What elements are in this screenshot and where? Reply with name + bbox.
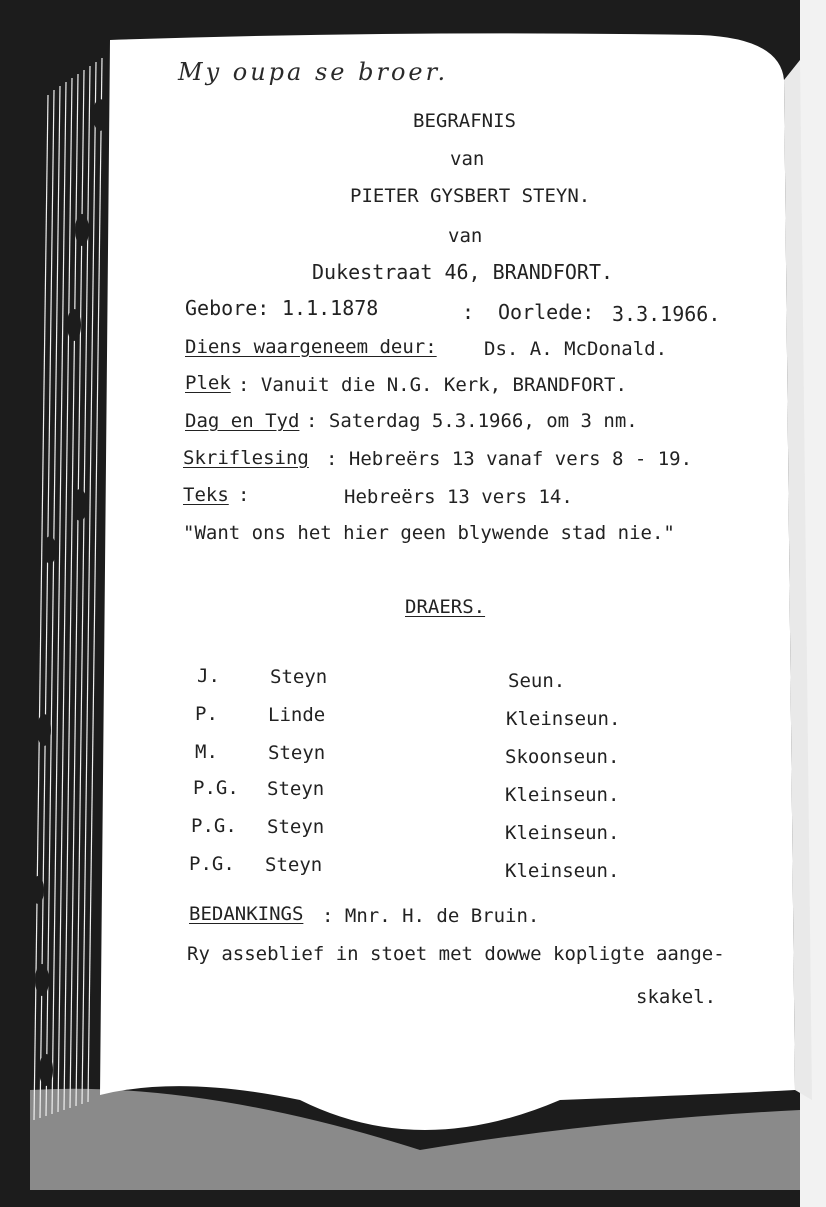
officiant-label: Diens waargeneem deur: <box>185 336 437 358</box>
scripture-reading-label: Skriflesing <box>183 447 309 469</box>
bearer-relation: Kleinseun. <box>505 822 620 844</box>
bearer-surname: Steyn <box>268 742 326 764</box>
bearer-relation: Seun. <box>508 670 566 692</box>
text-label: Teks <box>183 484 229 506</box>
place-label: Plek <box>185 372 231 394</box>
officiant-value: Ds. A. McDonald. <box>484 338 668 360</box>
bearer-relation: Kleinseun. <box>506 708 621 730</box>
bearer-relation: Kleinseun. <box>505 860 620 882</box>
bearer-surname: Linde <box>268 704 326 726</box>
scripture-quote: "Want ons het hier geen blywende stad nie." <box>183 522 675 544</box>
bearer-initials: J. <box>197 665 220 687</box>
document-title: BEGRAFNIS <box>413 110 516 132</box>
day-time-label: Dag en Tyd <box>185 410 300 432</box>
closing-line-2: skakel. <box>636 986 717 1008</box>
bearer-initials: P.G. <box>191 815 237 837</box>
died-label: Oorlede: <box>498 300 595 324</box>
bearer-initials: M. <box>195 741 218 763</box>
thanks-label: BEDANKINGS <box>189 903 304 925</box>
bearer-relation: Kleinseun. <box>505 784 620 806</box>
handwritten-note: My oupa se broer. <box>178 58 449 86</box>
bearer-surname: Steyn <box>267 816 325 838</box>
bearer-relation: Skoonseun. <box>505 746 620 768</box>
bearer-initials: P.G. <box>193 777 239 799</box>
deceased-name: PIETER GYSBERT STEYN. <box>350 185 591 207</box>
text-colon: : <box>238 484 250 506</box>
bearer-initials: P.G. <box>189 853 235 875</box>
van-line-2: van <box>448 225 483 247</box>
day-time-value: : Saterdag 5.3.1966, om 3 nm. <box>306 410 638 432</box>
date-separator: : <box>462 300 475 324</box>
bearer-initials: P. <box>195 703 218 725</box>
bearer-surname: Steyn <box>270 666 328 688</box>
born-value: 1.1.1878 <box>282 296 379 320</box>
bearer-surname: Steyn <box>267 778 325 800</box>
van-line-1: van <box>450 148 485 170</box>
thanks-value: : Mnr. H. de Bruin. <box>322 905 540 927</box>
born-label: Gebore: <box>185 296 270 320</box>
closing-line-1: Ry asseblief in stoet met dowwe kopligte aange- <box>187 943 725 965</box>
died-value: 3.3.1966. <box>612 302 721 326</box>
place-value: : Vanuit die N.G. Kerk, BRANDFORT. <box>238 374 627 396</box>
bearer-surname: Steyn <box>265 854 323 876</box>
bearers-heading: DRAERS. <box>405 596 486 618</box>
scripture-reading-value: : Hebreërs 13 vanaf vers 8 - 19. <box>326 448 693 470</box>
address: Dukestraat 46, BRANDFORT. <box>312 260 614 284</box>
text-value: Hebreërs 13 vers 14. <box>344 486 573 508</box>
